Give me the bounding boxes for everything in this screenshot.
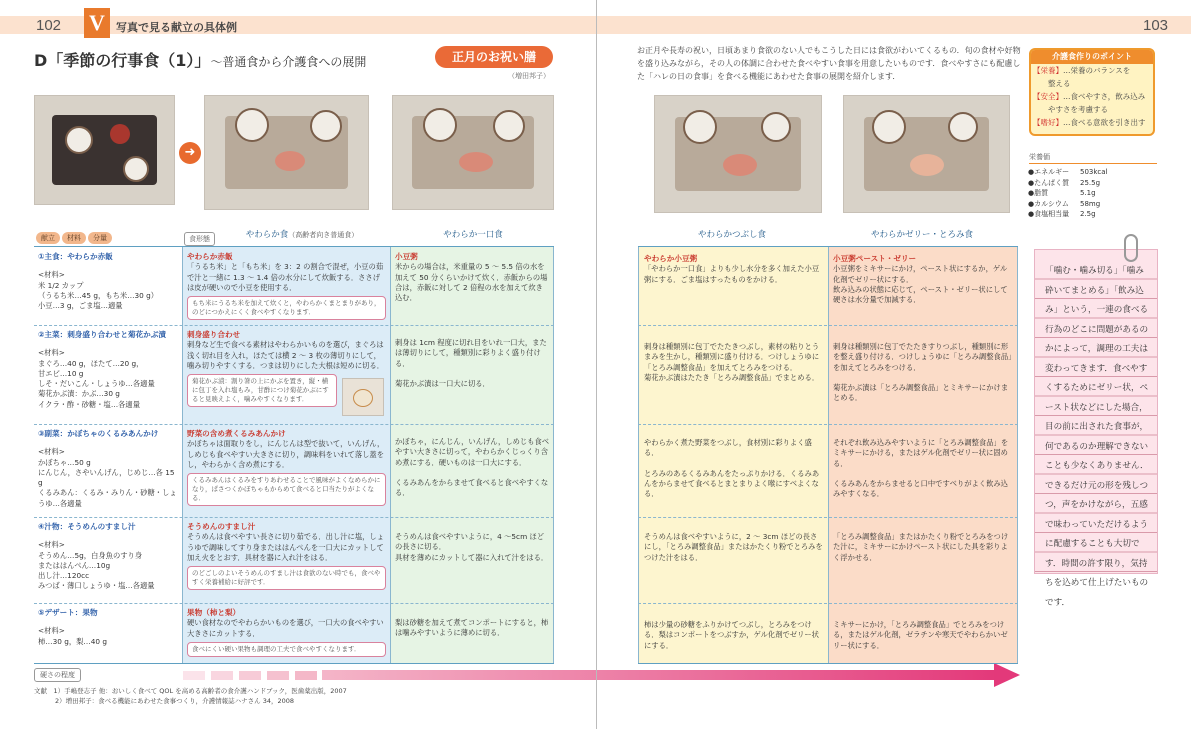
pill-menu: 献立 <box>36 232 60 244</box>
r-row2-tsubushi: 刺身は種類別に包丁でたたきつぶし，素材の粘りとうまみを生かし，種類別に盛り付ける．つけしょうゆに「とろみ調整食品」を加えてとろみをつける． 菊花かぶ漬はたたき「とろみ調整食品」でまとめる． <box>644 342 820 382</box>
photo-hitokuchi-meal <box>392 95 554 210</box>
point-item: やすさを考慮する <box>1033 105 1108 114</box>
row5-hitokuchi: 梨は砂糖を加えて煮てコンポートにすると，柿は噛みやすいように薄めに切る． <box>395 618 549 638</box>
nutrition-list: ●エネルギー 503kcal ●たんぱく質 25.5g ●脂質 5.1g ●カルシウム 58mg ●食塩相当量 2.5g <box>1028 168 1108 218</box>
col-hitokuchi-header: やわらか一口食 <box>443 230 503 240</box>
photo-soft-meal <box>204 95 369 210</box>
memo-note: 「噛む・噛み切る」「噛み砕いてまとめる」「飲み込み」という，一連の食べる行為のどこに問題があるのかによって，調理の工夫は変わってきます．食べやすくするためにゼリー状，ペースト状などにした場合，目の前に出された食事が，何であるのか理解できないことも少なくありません．できるだけ元の形を残しつつ，声をかけながら，五感で味わっていただけるように配慮することも大切です．時間の許す限り，気持ちを込めて仕上げたいものです． <box>1034 249 1158 574</box>
row1-soft: やわらか赤飯 「うるち米」と「もち米」を 3：2 の割合で混ぜ，小豆の茹で汁と一緒に 1.3 ～ 1.4 倍の水分にして炊飯する．ささげは皮が硬いので小豆を使用する． もち米にうるち米を加えて炊くと，やわらかくまとまりがあり，のどにつかえにくく食べやすくなります． <box>187 252 386 324</box>
chapter-title: 写真で見る献立の具体例 <box>116 21 237 34</box>
row2-hitokuchi: 刺身は 1cm 程度に切れ目をいれ一口大，または薄切りにして，種類別に彩りよく盛り付ける． 菊花かぶ漬は一口大に切る． <box>395 338 547 389</box>
section-title <box>34 48 366 71</box>
page-number-right: 103 <box>1143 17 1169 34</box>
photo-kikka-kabu <box>342 378 384 416</box>
r-row4-tsubushi: そうめんは食べやすいように，2 ～ 3cm ほどの長さにし，「とろみ調整食品」またはかたくり粉でとろみをつけた汁をはる． <box>644 532 823 562</box>
photo-ordinary-meal <box>34 95 175 205</box>
row5-menu: ⑤デザート：果物 <材料> 柿…30 g，梨…40 g <box>38 608 107 646</box>
row3-soft: 野菜の含め煮くるみあんかけ かぼちゃは面取りをし，にんじんは型で抜いて，いんげん，しめじも食べやすい大きさに切り，調味料をいれて落し蓋をし，やわらかく含め煮にする． くるみあんはくるみをすりあわせることで風味がよくなめらかになり，ぱさつくかぼちゃもからめて食べると口当たりがよくなる． <box>187 429 386 515</box>
intro-text: お正月や長寿の祝い，日頃あまり食欲のない人でもこうした日には食欲がわいてくるもの．旬の食材や好物を盛り込みながら，その人の体調に合わせた食べやすい食事を用意したいものです．食べやすさにも配慮した「ハレの日の食事」を食べる機能にあわせた食事の展開を紹介します． <box>637 46 1021 81</box>
col-tsubushi-header: やわらかつぶし食 <box>697 230 766 240</box>
row4-soft: そうめんのすまし汁 そうめんは食べやすい長さに切り茹でる．出し汁に塩，しょうゆで調味してすり身またははんぺんを一口大にカットして加え火をとおす．具材を器に入れ汁をはる． のどごしのよいそうめんのすまし汁は食欲のない時でも，食べやすく栄養補給に好評です． <box>187 522 386 602</box>
r-row1-tsubushi: やわらか小豆粥 「やわらか一口食」よりも少し水分を多く加えた小豆粥にする．ごま塩はすったものをかける． <box>644 254 820 284</box>
r-row2-jelly: 刺身は種類別に包丁でたたきすりつぶし，種類別に形を整え盛り付ける．つけしょうゆに「とろみ調整食品」を加えてとろみをつける． 菊花かぶ漬は「とろみ調整食品」とミキサーにかけまとめる． <box>833 342 1012 403</box>
points-title: 介護食作りのポイント <box>1031 50 1153 64</box>
point-item: 【安全】…食べやすさ，飲み込み <box>1033 92 1146 101</box>
r-row3-jelly: それぞれ飲み込みやすいように「とろみ調整食品」をミキサーにかける，またはゲル化剤でゼリー状に固める． くるみあんをからませると口中ですべりがよく飲み込みやすくなる． <box>833 438 1009 499</box>
chapter-mark: V <box>84 8 110 38</box>
pill-ingredients: 材料 <box>62 232 86 244</box>
nutrition-title: 栄養価 <box>1029 152 1157 164</box>
r-row3-tsubushi: やわらかく煮た野菜をつぶし，食材別に彩りよく盛る． とろみのあるくるみあんをたっぷりかける．くるみあんをからませて食べるとまとまりよく喉にすべよくなる． <box>644 438 820 499</box>
point-item: 整える <box>1033 79 1071 88</box>
arrow-right-icon: ➜ <box>179 142 201 164</box>
title-sub: ～普通食から介護食への展開 <box>210 55 367 69</box>
paperclip-icon <box>1124 234 1138 262</box>
r-row1-jelly: 小豆粥ペースト・ゼリー 小豆粥をミキサーにかけ，ペースト状にするか，ゲル化剤でゼリー状にする． 飲み込みの状態に応じて，ペースト・ゼリー状にして硬さは水分量で加減する． <box>833 254 1008 305</box>
menu-tag: 正月のお祝い膳 <box>435 46 553 68</box>
pill-amount: 分量 <box>88 232 112 244</box>
photo-tsubushi-meal <box>654 95 822 213</box>
col-jelly-header: やわらかゼリー・とろみ食 <box>870 230 973 240</box>
row5-soft: 果物（柿と梨） 硬い食材なのでやわらかいものを選び，一口大の食べやすい大きさにカットする． 食べにくい硬い果物も調理の工夫で食べやすくなります． <box>187 608 386 662</box>
row1-hitokuchi: 小豆粥 米からの場合は，米重量の 5 ～ 5.5 倍の水を加えて 50 分くらいかけて炊く．赤飯からの場合は，赤飯に対して 2 倍程の水を加えて炊き込む． <box>395 252 548 303</box>
header-band-right <box>597 16 1191 34</box>
row4-hitokuchi: そうめんは食べやすいように，4 ～5cm ほどの長さに切る． 具材を薄めにカットして器に入れて汁をはる． <box>395 532 549 562</box>
row2-menu: ②主菜：刺身盛り合わせと菊花かぶ漬 <材料> まぐろ…40 g，ほたて…20 g， 甘エビ…10 g しそ・だいこん・しょうゆ…各適量 菊花かぶ漬：かぶ…30 g イクラ・酢・砂糖・塩…各適量 <box>38 330 166 409</box>
point-item: 【嗜好】…食べる意欲を引き出す <box>1033 118 1146 127</box>
row1-menu: ①主食：やわらか赤飯 <材料> 米 1/2 カップ （うるち米…45 g，もち米…30 g） 小豆…3 g，ごま塩…適量 <box>38 252 159 311</box>
photo-jelly-meal <box>843 95 1010 213</box>
title-main: D「季節の行事食（1）」 <box>34 51 211 70</box>
references: 文献 1）手嶋登志子 他：おいしく食べて QOL を高める高齢者の食介護ハンドブック，医歯薬出版，2007 2）増田邦子：食べる機能にあわせた食事つくり，介護情報誌ハナさん 34，2008 <box>34 687 347 705</box>
page-number: 102 <box>36 17 62 34</box>
food-form-label: 食形態 <box>184 232 215 246</box>
row4-menu: ④汁物：そうめんのすまし汁 <材料> そうめん…5g，白身魚のすり身 またははんぺん…10g 出し汁…120cc みつば・薄口しょうゆ・塩…各適量 <box>38 522 155 591</box>
point-item: 【栄養】…栄養のバランスを <box>1033 66 1131 75</box>
hardness-label: 硬さの程度 <box>34 668 81 682</box>
r-row4-jelly: 「とろみ調整食品」またはかたくり粉でとろみをつけた汁に，ミキサーにかけペースト状にした具を彩りよく浮かせる． <box>833 532 1009 562</box>
col-soft-header: やわらか食（高齢者向き普通食） <box>245 230 359 240</box>
author: （増田邦子） <box>508 72 550 80</box>
row3-hitokuchi: かぼちゃ，にんじん，いんげん，しめじも食べやすい大きさに切って，やわらかくじっくり含め煮にする．硬いものは一口大にする． くるみあんをからませて食べると食べやすくなる． <box>395 437 550 498</box>
r-row5-jelly: ミキサーにかけ，「とろみ調整食品」でとろみをつける，またはゲル化剤，ゼラチンや寒天でやわらかいゼリー状にする． <box>833 620 1008 650</box>
care-food-points <box>1029 48 1155 136</box>
r-row5-tsubushi: 柿は少量の砂糖をふりかけてつぶし，とろみをつける．梨はコンポートをつぶすか，ゲル化剤でゼリー状にする． <box>644 620 819 650</box>
row3-menu: ③副菜：かぼちゃのくるみあんかけ <材料> かぼちゃ…50 g にんじん，さやいんげん，じめじ…各 15 g くるみあん：くるみ・みりん・砂糖・しょうゆ…各適量 <box>38 429 177 508</box>
row2-soft: 刺身盛り合わせ 刺身など生で食べる素材はやわらかいものを選び，まぐろは浅く切れ目を入れ，ほたては横 2 ～ 3 枚の薄切りにして，噛み切りやすくする．つまは切りにした大根は短めに切る． 菊花かぶ漬：割り箸の上にかぶを置き，縦・横に包丁を入れ塩もみ，甘酢につけ菊花かぶにすると見映えよく，噛みやすくなります． <box>187 330 386 422</box>
menu-pills <box>36 232 114 244</box>
